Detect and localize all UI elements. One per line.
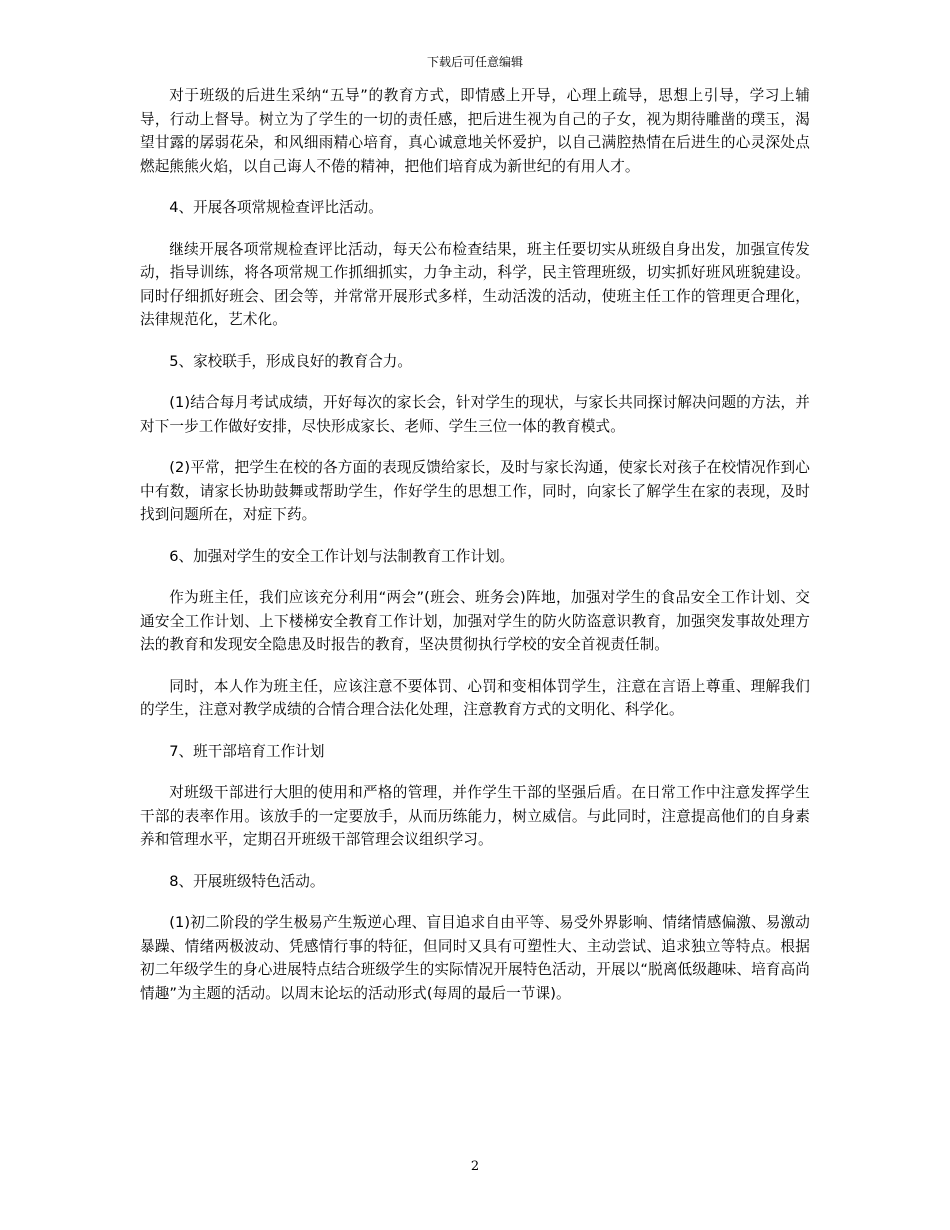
paragraph-parent-meeting: (1)结合每月考试成绩，开好每次的家长会，针对学生的现状，与家长共同探讨解决问题的方法，并对下一步工作做好安排，尽快形成家长、老师、学生三位一体的教育模式。 [140,394,810,435]
paragraph-special-activities: (1)初二阶段的学生极易产生叛逆心理、盲目追求自由平等、易受外界影响、情绪情感偏激、易激动暴躁、情绪两极波动、凭感情行事的特征，但同时又具有可塑性大、主动尝试、追求独立等特点。根据初二年级学生的身心进展特点结合班级学生的实际情况开展特色活动，开展以“脱离低级趣味、培育高尚情趣”为主题的活动。以周末论坛的活动形式(每周的最后一节课)。 [140,914,810,1002]
paragraph-underachievers: 对于班级的后进生采纳“五导”的教育方式，即情感上开导，心理上疏导，思想上引导，学习上辅导，行动上督导。树立为了学生的一切的责任感，把后进生视为自己的子女，视为期待雕凿的璞玉，渴望甘露的孱弱花朵，和风细雨精心培育，真心诚意地关怀爱护，以自己满腔热情在后进生的心灵深处点燃起熊熊火焰，以自己诲人不倦的精神，把他们培育成为新世纪的有用人才。 [140,87,810,175]
paragraph-inspection: 继续开展各项常规检查评比活动，每天公布检查结果，班主任要切实从班级自身出发，加强宣传发动，指导训练，将各项常规工作抓细抓实，力争主动，科学，民主管理班级，切实抓好班风班貌建设。同时仔细抓好班会、团会等，并常常开展形式多样，生动活泼的活动，使班主任工作的管理更合理化，法律规范化，艺术化。 [140,240,810,328]
section-heading-5: 5、家校联手，形成良好的教育合力。 [169,352,412,370]
section-heading-8: 8、开展班级特色活动。 [169,872,325,890]
paragraph-parent-feedback: (2)平常，把学生在校的各方面的表现反馈给家长，及时与家长沟通，使家长对孩子在校情况作到心中有数，请家长协助鼓舞或帮助学生，作好学生的思想工作，同时，向家长了解学生在家的表现，及时找到问题所在，对症下药。 [140,459,810,523]
paragraph-class-cadres: 对班级干部进行大胆的使用和严格的管理，并作学生干部的坚强后盾。在日常工作中注意发挥学生干部的表率作用。该放手的一定要放手，从而历练能力，树立威信。与此同时，注意提高他们的自身素养和管理水平，定期召开班级干部管理会议组织学习。 [140,784,810,848]
page-number: 2 [470,1159,480,1174]
paragraph-no-punishment: 同时，本人作为班主任，应该注意不要体罚、心罚和变相体罚学生，注意在言语上尊重、理解我们的学生，注意对教学成绩的合情合理合法化处理，注意教育方式的文明化、科学化。 [140,677,810,718]
section-heading-6: 6、加强对学生的安全工作计划与法制教育工作计划。 [169,547,515,565]
page-header: 下载后可任意编辑 [426,55,523,69]
section-heading-4: 4、开展各项常规检查评比活动。 [169,199,383,216]
paragraph-safety: 作为班主任，我们应该充分利用“两会”(班会、班务会)阵地，加强对学生的食品安全工作计划、交通安全工作计划、上下楼梯安全教育工作计划，加强对学生的防火防盗意识教育，加强突发事故处理方法的教育和发现安全隐患及时报告的教育，坚决贯彻执行学校的安全首视责任制。 [140,589,810,653]
section-heading-7: 7、班干部培育工作计划 [169,742,325,760]
document-body [140,84,810,1023]
